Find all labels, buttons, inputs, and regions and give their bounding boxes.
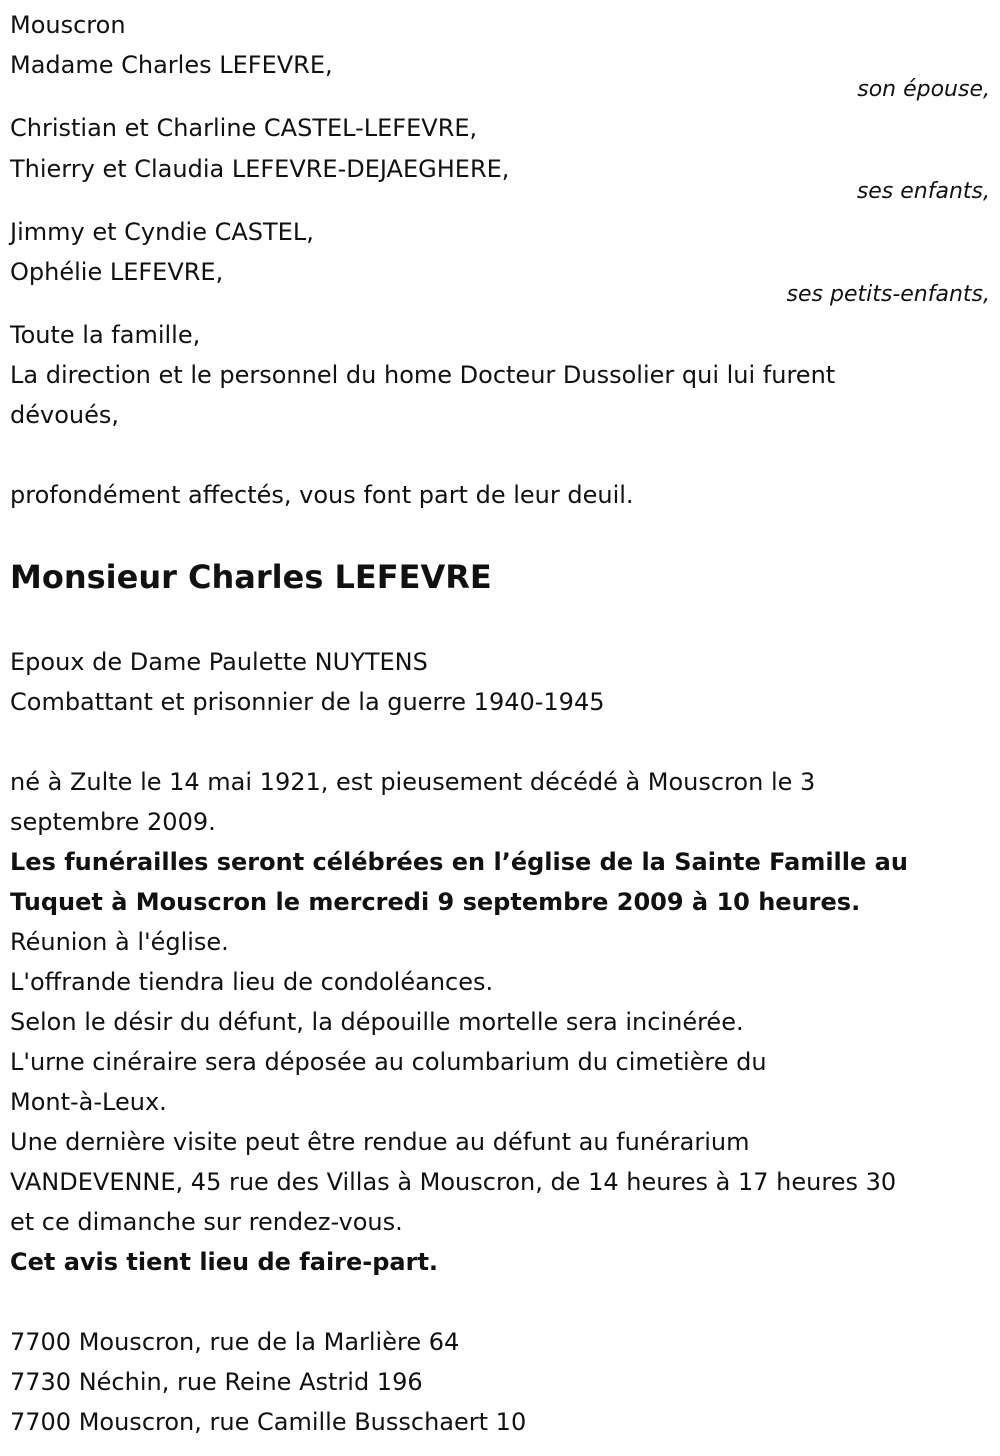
address: 7730 Néchin, rue Reine Astrid 196 — [10, 1368, 423, 1396]
city: Mouscron — [10, 11, 126, 39]
other-mourners: dévoués, — [10, 401, 119, 429]
address: 7700 Mouscron, rue Camille Busschaert 10 — [10, 1408, 527, 1436]
address: 7700 Mouscron, rue de la Marlière 64 — [10, 1328, 460, 1356]
body-line: septembre 2009. — [10, 808, 216, 836]
body-line: Les funérailles seront célébrées en l’église de la Sainte Famille au — [10, 848, 908, 876]
spouse-role: son épouse, — [857, 77, 990, 102]
children-role: ses enfants, — [856, 179, 990, 204]
body-line: Cet avis tient lieu de faire-part. — [10, 1248, 439, 1276]
other-mourners: La direction et le personnel du home Docteur Dussolier qui lui furent — [10, 361, 836, 389]
other-mourners: Toute la famille, — [10, 321, 201, 349]
deceased-name: Monsieur Charles LEFEVRE — [10, 558, 492, 596]
deceased-detail: Epoux de Dame Paulette NUYTENS — [10, 648, 428, 676]
grandchildren-role: ses petits-enfants, — [786, 282, 990, 307]
spouse: Madame Charles LEFEVRE, — [10, 51, 333, 79]
body-line: Réunion à l'église. — [10, 928, 229, 956]
body-line: L'offrande tiendra lieu de condoléances. — [10, 968, 494, 996]
body-line: L'urne cinéraire sera déposée au columbarium du cimetière du — [10, 1048, 767, 1076]
deceased-detail: Combattant et prisonnier de la guerre 1940-1945 — [10, 688, 605, 716]
body-line: né à Zulte le 14 mai 1921, est pieusement décédé à Mouscron le 3 — [10, 768, 816, 796]
grandchild: Ophélie LEFEVRE, — [10, 258, 224, 286]
body-line: et ce dimanche sur rendez-vous. — [10, 1208, 403, 1236]
body-line: Tuquet à Mouscron le mercredi 9 septembre 2009 à 10 heures. — [10, 888, 861, 916]
closing-line: profondément affectés, vous font part de leur deuil. — [10, 481, 634, 509]
body-line: Selon le désir du défunt, la dépouille mortelle sera incinérée. — [10, 1008, 744, 1036]
child: Christian et Charline CASTEL-LEFEVRE, — [10, 114, 478, 142]
child: Thierry et Claudia LEFEVRE-DEJAEGHERE, — [10, 155, 510, 183]
body-line: VANDEVENNE, 45 rue des Villas à Mouscron, de 14 heures à 17 heures 30 — [10, 1168, 897, 1196]
grandchild: Jimmy et Cyndie CASTEL, — [10, 218, 314, 246]
body-line: Mont-à-Leux. — [10, 1088, 167, 1116]
body-line: Une dernière visite peut être rendue au défunt au funérarium — [10, 1128, 750, 1156]
